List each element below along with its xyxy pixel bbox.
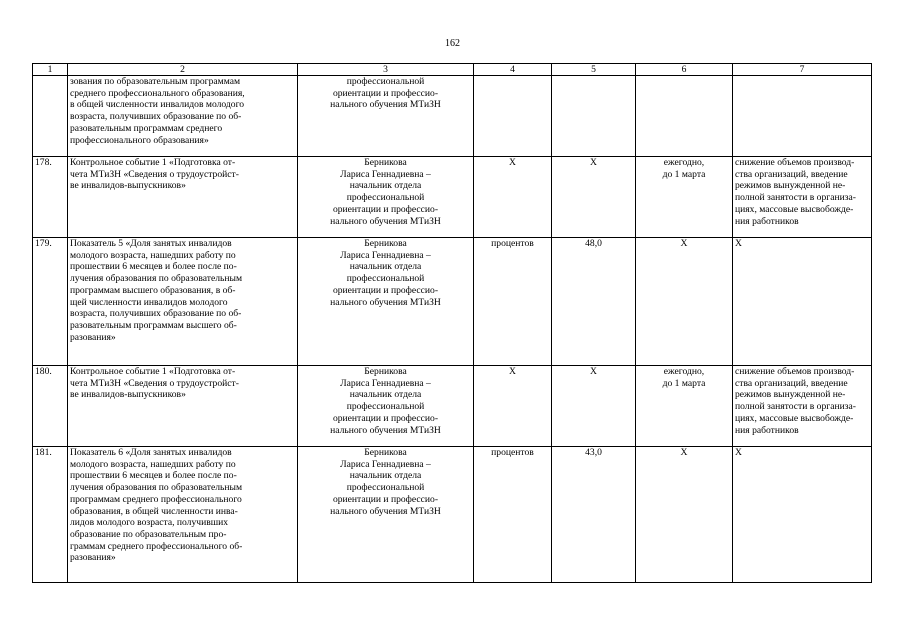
unit: процентов xyxy=(474,238,552,366)
responsible-person: Берникова Лариса Геннадиевна – начальник отдела профессиональной ориентации и профессио- нального обучения МТиЗН xyxy=(298,366,474,447)
item-name: Показатель 6 «Доля занятых инвалидов молодого возраста, нашедших работу по прошествии 6 месяцев и более после по- лучения образования по образовательным программам среднего профессионального образования, в общей численности инва- лидов молодого возраста, получивших образование по образовательным про- граммам среднего профессионального об- разования» xyxy=(68,447,298,583)
item-name: зования по образовательным программам среднего профессионального образования, в общей численности инвалидов молодого возраста, получивших образование по об- разовательным программам среднего профессионального образования» xyxy=(68,76,298,157)
column-header: 1 xyxy=(33,64,68,76)
column-header: 3 xyxy=(298,64,474,76)
column-header: 4 xyxy=(474,64,552,76)
unit: Х xyxy=(474,366,552,447)
item-name: Показатель 5 «Доля занятых инвалидов молодого возраста, нашедших работу по прошествии 6 месяцев и более после по- лучения образования по образовательным программам высшего образования, в об- щей численности инвалидов молодого возраста, получивших образование по об- разовательным программам высшего об- разования» xyxy=(68,238,298,366)
table-row xyxy=(33,366,872,447)
column-header: 5 xyxy=(552,64,636,76)
risks xyxy=(733,76,872,157)
value: Х xyxy=(552,366,636,447)
deadline: Х xyxy=(636,447,733,583)
column-header: 6 xyxy=(636,64,733,76)
responsible-person: Берникова Лариса Геннадиевна – начальник отдела профессиональной ориентации и профессио- нального обучения МТиЗН xyxy=(298,238,474,366)
value: 48,0 xyxy=(552,238,636,366)
row-number: 181. xyxy=(33,447,68,583)
responsible-person: Берникова Лариса Геннадиевна – начальник отдела профессиональной ориентации и профессио- нального обучения МТиЗН xyxy=(298,447,474,583)
item-name: Контрольное событие 1 «Подготовка от- чета МТиЗН «Сведения о трудоустройст- ве инвалидов-выпускников» xyxy=(68,366,298,447)
value xyxy=(552,76,636,157)
plan-table xyxy=(32,63,872,583)
risks: снижение объемов производ- ства организаций, введение режимов вынужденной не- полной занятости в организа- циях, массовые высвобожде- ния работников xyxy=(733,157,872,238)
row-number: 180. xyxy=(33,366,68,447)
column-header: 2 xyxy=(68,64,298,76)
value: Х xyxy=(552,157,636,238)
deadline: Х xyxy=(636,238,733,366)
table-row xyxy=(33,447,872,583)
row-number: 179. xyxy=(33,238,68,366)
risks: снижение объемов производ- ства организаций, введение режимов вынужденной не- полной занятости в организа- циях, массовые высвобожде- ния работников xyxy=(733,366,872,447)
value: 43,0 xyxy=(552,447,636,583)
column-header: 7 xyxy=(733,64,872,76)
unit: Х xyxy=(474,157,552,238)
header-row xyxy=(33,64,872,76)
unit xyxy=(474,76,552,157)
responsible-person: Берникова Лариса Геннадиевна – начальник отдела профессиональной ориентации и профессио- нального обучения МТиЗН xyxy=(298,157,474,238)
deadline: ежегодно, до 1 марта xyxy=(636,157,733,238)
table-row xyxy=(33,157,872,238)
responsible-person: профессиональной ориентации и профессио- нального обучения МТиЗН xyxy=(298,76,474,157)
risks: Х xyxy=(733,447,872,583)
row-number xyxy=(33,76,68,157)
deadline xyxy=(636,76,733,157)
deadline: ежегодно, до 1 марта xyxy=(636,366,733,447)
row-number: 178. xyxy=(33,157,68,238)
page-number: 162 xyxy=(445,38,460,49)
item-name: Контрольное событие 1 «Подготовка от- чета МТиЗН «Сведения о трудоустройст- ве инвалидов-выпускников» xyxy=(68,157,298,238)
risks: Х xyxy=(733,238,872,366)
table-row xyxy=(33,76,872,157)
table-row xyxy=(33,238,872,366)
unit: процентов xyxy=(474,447,552,583)
